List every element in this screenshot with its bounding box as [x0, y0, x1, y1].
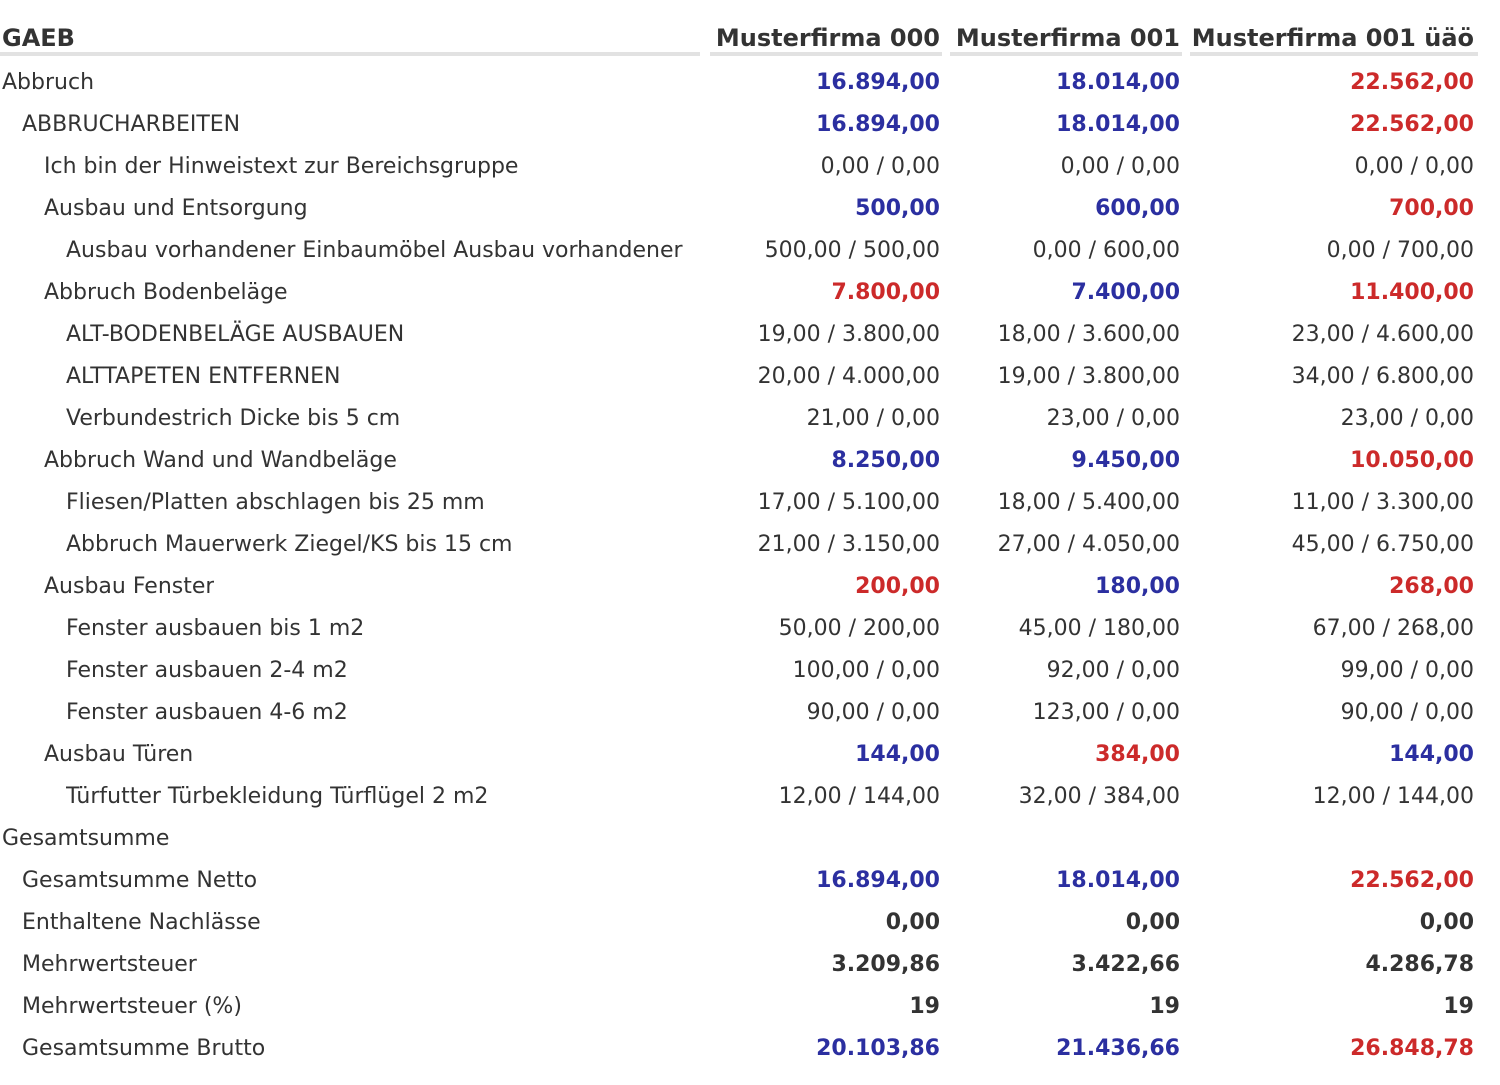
row-label: Fenster ausbauen bis 1 m2: [66, 616, 365, 641]
row-value-col1: 500,00 / 500,00: [764, 238, 940, 263]
row-label: Gesamtsumme Netto: [22, 868, 258, 893]
row-value-col3: 11,00 / 3.300,00: [1291, 490, 1474, 515]
table-row[interactable]: [0, 734, 1500, 776]
row-label: Enthaltene Nachlässe: [22, 910, 261, 935]
header-musterfirma-001-uao[interactable]: Musterfirma 001 üäö: [1191, 24, 1474, 52]
row-label: Fenster ausbauen 2-4 m2: [66, 658, 348, 683]
row-value-col1: 3.209,86: [831, 952, 940, 977]
row-value-col2: 600,00: [1095, 196, 1180, 221]
row-label: ALTTAPETEN ENTFERNEN: [66, 364, 341, 389]
table-row[interactable]: [0, 776, 1500, 818]
row-label: Abbruch Mauerwerk Ziegel/KS bis 15 cm: [66, 532, 513, 557]
table-row[interactable]: [0, 902, 1500, 944]
row-value-col3: 11.400,00: [1350, 280, 1474, 305]
row-value-col3: 67,00 / 268,00: [1312, 616, 1474, 641]
header-gaeb[interactable]: GAEB: [2, 24, 75, 52]
table-row[interactable]: [0, 188, 1500, 230]
table-row[interactable]: [0, 860, 1500, 902]
table-row[interactable]: [0, 272, 1500, 314]
table-row[interactable]: [0, 398, 1500, 440]
row-label: Mehrwertsteuer (%): [22, 994, 242, 1019]
table-row[interactable]: [0, 524, 1500, 566]
row-value-col3: 26.848,78: [1350, 1036, 1474, 1061]
row-value-col2: 19: [1149, 994, 1180, 1019]
header-divider-gaeb: [0, 52, 700, 56]
row-label: Ausbau und Entsorgung: [44, 196, 308, 221]
row-value-col2: 0,00 / 600,00: [1032, 238, 1180, 263]
row-label: Abbruch Wand und Wandbeläge: [44, 448, 397, 473]
row-label: Abbruch: [2, 70, 95, 95]
header-musterfirma-000[interactable]: Musterfirma 000: [715, 24, 940, 52]
row-label: ABBRUCHARBEITEN: [22, 112, 241, 137]
row-value-col1: 90,00 / 0,00: [806, 700, 940, 725]
row-value-col1: 500,00: [855, 196, 940, 221]
row-value-col1: 17,00 / 5.100,00: [757, 490, 940, 515]
table-row[interactable]: [0, 440, 1500, 482]
row-label: Abbruch Bodenbeläge: [44, 280, 288, 305]
row-value-col1: 21,00 / 0,00: [806, 406, 940, 431]
row-value-col3: 268,00: [1389, 574, 1474, 599]
row-value-col3: 4.286,78: [1365, 952, 1474, 977]
row-value-col1: 100,00 / 0,00: [792, 658, 940, 683]
row-value-col3: 23,00 / 0,00: [1340, 406, 1474, 431]
row-value-col1: 19: [909, 994, 940, 1019]
row-value-col3: 22.562,00: [1350, 868, 1474, 893]
row-label: Ausbau vorhandener Einbaumöbel Ausbau vorhandener: [66, 238, 683, 263]
row-value-col2: 9.450,00: [1071, 448, 1180, 473]
row-value-col3: 10.050,00: [1350, 448, 1474, 473]
table-row[interactable]: [0, 692, 1500, 734]
row-value-col1: 0,00 / 0,00: [820, 154, 940, 179]
header-divider-col2: [950, 52, 1182, 56]
row-value-col1: 200,00: [855, 574, 940, 599]
table-row[interactable]: [0, 986, 1500, 1028]
table-row[interactable]: [0, 62, 1500, 104]
table-row[interactable]: [0, 146, 1500, 188]
row-value-col2: 92,00 / 0,00: [1046, 658, 1180, 683]
row-value-col1: 0,00: [885, 910, 940, 935]
row-label: Ausbau Fenster: [44, 574, 215, 599]
row-label: ALT-BODENBELÄGE AUSBAUEN: [66, 322, 405, 347]
row-value-col2: 18.014,00: [1056, 868, 1180, 893]
row-value-col1: 20.103,86: [816, 1036, 940, 1061]
table-row[interactable]: [0, 608, 1500, 650]
header-divider-col1: [710, 52, 942, 56]
table-row[interactable]: [0, 104, 1500, 146]
row-value-col1: 7.800,00: [831, 280, 940, 305]
table-row[interactable]: [0, 356, 1500, 398]
table-row[interactable]: [0, 482, 1500, 524]
row-value-col3: 22.562,00: [1350, 70, 1474, 95]
row-value-col3: 99,00 / 0,00: [1340, 658, 1474, 683]
row-value-col3: 22.562,00: [1350, 112, 1474, 137]
table-row[interactable]: [0, 230, 1500, 272]
table-row[interactable]: [0, 566, 1500, 608]
row-value-col2: 21.436,66: [1056, 1036, 1180, 1061]
row-value-col2: 32,00 / 384,00: [1018, 784, 1180, 809]
row-value-col3: 700,00: [1389, 196, 1474, 221]
row-label: Fenster ausbauen 4-6 m2: [66, 700, 348, 725]
table-row[interactable]: [0, 650, 1500, 692]
row-label: Verbundestrich Dicke bis 5 cm: [66, 406, 401, 431]
header-divider-col3: [1190, 52, 1478, 56]
row-value-col2: 18.014,00: [1056, 70, 1180, 95]
row-value-col2: 18,00 / 3.600,00: [997, 322, 1180, 347]
row-value-col3: 90,00 / 0,00: [1340, 700, 1474, 725]
row-label: Türfutter Türbekleidung Türflügel 2 m2: [66, 784, 489, 809]
row-value-col1: 21,00 / 3.150,00: [757, 532, 940, 557]
row-value-col2: 0,00: [1125, 910, 1180, 935]
row-value-col1: 144,00: [855, 742, 940, 767]
row-label: Ich bin der Hinweistext zur Bereichsgruppe: [44, 154, 519, 179]
row-value-col2: 7.400,00: [1071, 280, 1180, 305]
table-row[interactable]: [0, 818, 1500, 860]
row-value-col1: 50,00 / 200,00: [778, 616, 940, 641]
row-value-col3: 34,00 / 6.800,00: [1291, 364, 1474, 389]
row-value-col2: 0,00 / 0,00: [1060, 154, 1180, 179]
table-row[interactable]: [0, 944, 1500, 986]
row-value-col3: 0,00: [1419, 910, 1474, 935]
row-value-col2: 23,00 / 0,00: [1046, 406, 1180, 431]
row-value-col3: 19: [1443, 994, 1474, 1019]
row-value-col2: 384,00: [1095, 742, 1180, 767]
row-value-col2: 18,00 / 5.400,00: [997, 490, 1180, 515]
row-value-col3: 0,00 / 700,00: [1326, 238, 1474, 263]
row-value-col2: 27,00 / 4.050,00: [997, 532, 1180, 557]
row-value-col1: 12,00 / 144,00: [778, 784, 940, 809]
row-value-col1: 8.250,00: [831, 448, 940, 473]
row-value-col2: 19,00 / 3.800,00: [997, 364, 1180, 389]
row-value-col3: 144,00: [1389, 742, 1474, 767]
row-label: Ausbau Türen: [44, 742, 194, 767]
row-value-col3: 0,00 / 0,00: [1354, 154, 1474, 179]
table-row[interactable]: [0, 314, 1500, 356]
row-value-col2: 180,00: [1095, 574, 1180, 599]
header-musterfirma-001[interactable]: Musterfirma 001: [955, 24, 1180, 52]
row-label: Mehrwertsteuer: [22, 952, 197, 977]
row-value-col3: 45,00 / 6.750,00: [1291, 532, 1474, 557]
table-row[interactable]: [0, 1028, 1500, 1070]
row-value-col1: 20,00 / 4.000,00: [757, 364, 940, 389]
row-value-col2: 18.014,00: [1056, 112, 1180, 137]
row-value-col2: 45,00 / 180,00: [1018, 616, 1180, 641]
row-value-col1: 16.894,00: [816, 112, 940, 137]
row-value-col1: 19,00 / 3.800,00: [757, 322, 940, 347]
row-label: Fliesen/Platten abschlagen bis 25 mm: [66, 490, 485, 515]
row-label: Gesamtsumme: [2, 826, 170, 851]
row-value-col1: 16.894,00: [816, 70, 940, 95]
row-value-col3: 12,00 / 144,00: [1312, 784, 1474, 809]
row-value-col3: 23,00 / 4.600,00: [1291, 322, 1474, 347]
row-value-col2: 3.422,66: [1071, 952, 1180, 977]
row-value-col2: 123,00 / 0,00: [1032, 700, 1180, 725]
row-value-col1: 16.894,00: [816, 868, 940, 893]
row-label: Gesamtsumme Brutto: [22, 1036, 266, 1061]
